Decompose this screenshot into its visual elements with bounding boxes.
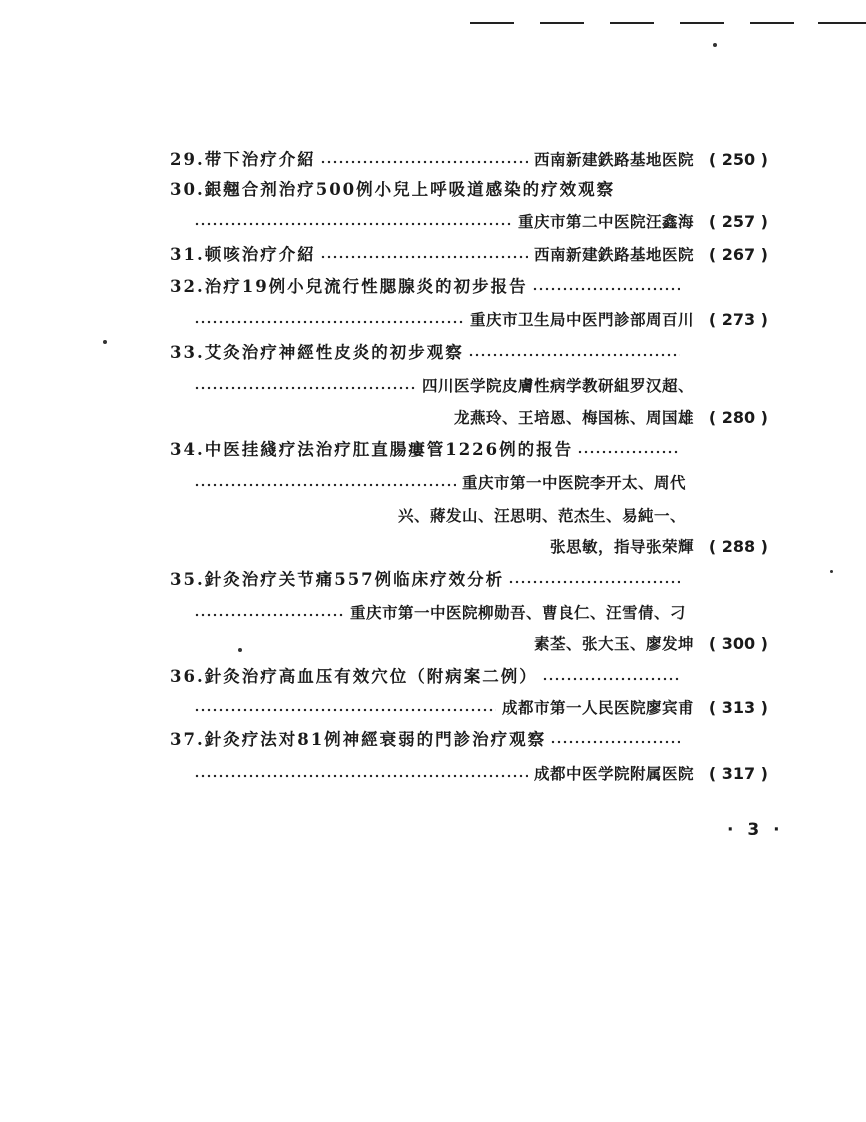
toc-entry-36-author-line	[190, 695, 768, 719]
entry-number: 34.	[170, 440, 205, 459]
entry-page: ( 300 )	[708, 634, 768, 653]
toc-entry-35-author-line	[190, 631, 768, 655]
dot-leader	[194, 221, 512, 227]
entry-author: 兴、蔣发山、汪思明、范杰生、易純一、	[397, 507, 686, 525]
toc-entry-33[interactable]	[170, 340, 686, 364]
header-rule	[470, 22, 514, 24]
toc-entry-35[interactable]	[170, 567, 686, 591]
entry-number: 35.	[170, 570, 205, 589]
entry-author: 重庆市第一中医院李开太、周代	[461, 474, 686, 492]
entry-title: 顿咳治疗介紹	[204, 245, 316, 264]
entry-page: ( 267 )	[708, 245, 768, 264]
toc-entry-33-author-line	[190, 405, 768, 429]
entry-author: 成都中医学院附属医院	[533, 765, 694, 783]
dot-leader	[194, 482, 456, 488]
entry-author: 西南新建鉄路基地医院	[533, 246, 694, 264]
dot-leader	[550, 739, 680, 745]
toc-entry-30[interactable]	[170, 177, 686, 201]
entry-title: 針灸疗法对81例神經衰弱的門診治疗观察	[204, 730, 547, 749]
entry-page: ( 313 )	[708, 698, 768, 717]
dot-leader	[194, 319, 464, 325]
entry-number: 30.	[170, 180, 205, 199]
dot-leader	[194, 612, 344, 618]
entry-number: 29.	[170, 150, 205, 169]
toc-entry-37-author-line	[190, 761, 768, 785]
entry-author: 素荃、张大玉、廖发坤	[533, 635, 694, 653]
entry-title: 艾灸治疗神經性皮炎的初步观察	[204, 343, 464, 362]
entry-author: 重庆市第二中医院汪鑫海	[517, 213, 694, 231]
page-number: · 3 ·	[727, 820, 784, 840]
header-rule	[680, 22, 724, 24]
toc-entry-34[interactable]	[170, 437, 686, 461]
entry-author: 西南新建鉄路基地医院	[533, 151, 694, 169]
toc-entry-35-author-line	[190, 600, 686, 624]
entry-page: ( 273 )	[708, 310, 768, 329]
header-rule	[750, 22, 794, 24]
dot-leader	[194, 773, 528, 779]
toc-entry-30-author-line	[190, 209, 768, 233]
entry-title: 針灸治疗高血压有效穴位（附病案二例）	[204, 667, 538, 686]
dot-leader	[194, 385, 416, 391]
dot-leader	[320, 254, 528, 260]
entry-page: ( 288 )	[708, 537, 768, 556]
toc-entry-37[interactable]	[170, 727, 686, 751]
entry-title: 带下治疗介紹	[204, 150, 316, 169]
entry-number: 31.	[170, 245, 205, 264]
entry-author: 重庆市第一中医院柳勋吾、曹良仁、汪雪倩、刁	[349, 604, 686, 622]
entry-number: 37.	[170, 730, 205, 749]
toc-entry-33-author-line	[190, 373, 694, 397]
dot-leader	[532, 286, 680, 292]
entry-title: 銀翹合剂治疗500例小兒上呼吸道感染的疗效观察	[204, 180, 616, 199]
scan-speck	[103, 340, 107, 344]
header-rule	[540, 22, 584, 24]
dot-leader	[468, 352, 680, 358]
dot-leader	[542, 676, 680, 682]
toc-entry-32-author-line	[190, 307, 768, 331]
dot-leader	[320, 159, 528, 165]
entry-title: 中医挂綫疗法治疗肛直腸瘻管1226例的报告	[204, 440, 574, 459]
entry-author: 四川医学院皮膚性病学教研組罗汉超、	[421, 377, 694, 395]
toc-entry-36[interactable]	[170, 664, 686, 688]
entry-number: 32.	[170, 277, 205, 296]
dot-leader	[194, 707, 496, 713]
entry-author: 重庆市卫生局中医門診部周百川	[469, 311, 694, 329]
entry-number: 33.	[170, 343, 205, 362]
entry-author: 龙燕玲、王培恩、梅国栋、周国雄	[453, 409, 694, 427]
toc-entry-29[interactable]	[170, 147, 768, 171]
entry-title: 治疗19例小兒流行性腮腺炎的初步报告	[204, 277, 528, 296]
entry-number: 36.	[170, 667, 205, 686]
entry-author: 张思敏，指导张荣輝	[549, 538, 694, 556]
entry-author: 成都市第一人民医院廖宾甫	[501, 699, 694, 717]
toc-entry-34-author-line	[190, 534, 768, 558]
header-rule	[610, 22, 654, 24]
toc-entry-34-author-line	[190, 470, 686, 494]
header-rule	[818, 22, 866, 24]
toc-entry-32[interactable]	[170, 274, 686, 298]
scan-speck	[713, 43, 717, 47]
dot-leader	[508, 579, 680, 585]
entry-page: ( 280 )	[708, 408, 768, 427]
entry-page: ( 317 )	[708, 764, 768, 783]
toc-entry-34-author-line	[190, 503, 686, 527]
entry-page: ( 250 )	[708, 150, 768, 169]
entry-title: 針灸治疗关节痛557例临床疗效分析	[204, 570, 505, 589]
scan-speck	[830, 570, 833, 573]
dot-leader	[577, 449, 680, 455]
entry-page: ( 257 )	[708, 212, 768, 231]
toc-entry-31[interactable]	[170, 242, 768, 266]
